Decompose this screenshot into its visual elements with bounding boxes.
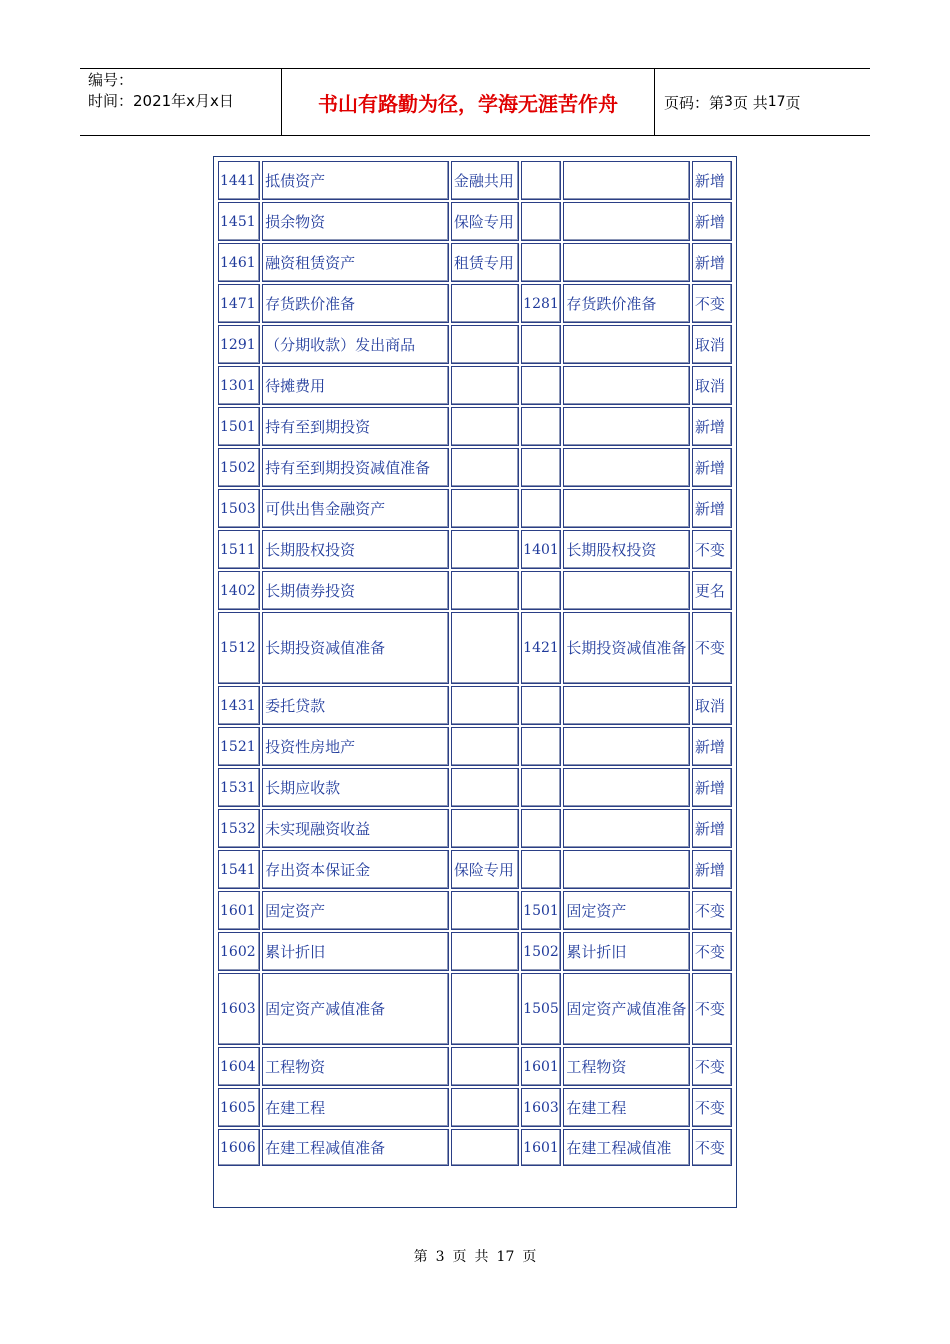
table-row	[218, 284, 732, 323]
account-name-cell: 固定资产	[262, 891, 449, 930]
page-info-suffix: 页	[785, 93, 801, 112]
account-scope-cell	[451, 489, 519, 528]
account-code-cell: 1461	[218, 243, 260, 282]
change-status-cell: 不变	[692, 530, 732, 569]
account-name-cell: 融资租赁资产	[262, 243, 449, 282]
account-scope-cell	[451, 1047, 519, 1086]
table-row	[218, 448, 732, 487]
header-motto: 书山有路勤为径，学海无涯苦作舟	[318, 91, 618, 116]
change-status-cell: 不变	[692, 612, 732, 684]
old-account-code-cell: 1601	[521, 1047, 561, 1086]
account-name-cell: 委托贷款	[262, 686, 449, 725]
page-footer	[0, 1246, 950, 1266]
account-name-cell: 长期债券投资	[262, 571, 449, 610]
change-status-cell: 新增	[692, 161, 732, 200]
account-scope-cell	[451, 612, 519, 684]
old-account-name-cell: 在建工程减值准	[563, 1129, 690, 1166]
account-scope-cell	[451, 1088, 519, 1127]
old-account-name-cell: 固定资产减值准备	[563, 973, 690, 1045]
old-account-code-cell	[521, 571, 561, 610]
table-row	[218, 161, 732, 200]
account-name-cell: 存出资本保证金	[262, 850, 449, 889]
change-status-cell: 取消	[692, 686, 732, 725]
old-account-code-cell	[521, 850, 561, 889]
account-code-cell: 1601	[218, 891, 260, 930]
change-status-cell: 新增	[692, 202, 732, 241]
account-scope-cell	[451, 530, 519, 569]
change-status-cell: 新增	[692, 448, 732, 487]
footer-mid1: 页	[452, 1249, 467, 1265]
account-name-cell: 可供出售金融资产	[262, 489, 449, 528]
account-name-cell: 工程物资	[262, 1047, 449, 1086]
doc-time-label: 时间：2021年x月x日	[88, 92, 234, 110]
change-status-cell: 不变	[692, 284, 732, 323]
account-name-cell: 损余物资	[262, 202, 449, 241]
page-info-current: 3	[724, 94, 733, 110]
change-status-cell: 新增	[692, 727, 732, 766]
table-row	[218, 973, 732, 1045]
doc-number-label: 编号：	[88, 71, 134, 89]
change-status-cell: 不变	[692, 973, 732, 1045]
old-account-code-cell: 1501	[521, 891, 561, 930]
account-name-cell: 抵债资产	[262, 161, 449, 200]
old-account-name-cell	[563, 366, 690, 405]
account-name-cell: 投资性房地产	[262, 727, 449, 766]
account-scope-cell: 保险专用	[451, 202, 519, 241]
account-scope-cell	[451, 366, 519, 405]
old-account-name-cell	[563, 243, 690, 282]
account-table-body	[218, 161, 732, 1166]
old-account-name-cell: 固定资产	[563, 891, 690, 930]
account-code-cell: 1402	[218, 571, 260, 610]
footer-total: 17	[496, 1249, 515, 1265]
account-scope-cell	[451, 448, 519, 487]
old-account-code-cell	[521, 243, 561, 282]
old-account-code-cell	[521, 727, 561, 766]
old-account-code-cell: 1281	[521, 284, 561, 323]
account-code-cell: 1503	[218, 489, 260, 528]
footer-suffix: 页	[522, 1249, 537, 1265]
header-divider-right	[654, 68, 655, 136]
account-scope-cell	[451, 727, 519, 766]
change-status-cell: 不变	[692, 1129, 732, 1166]
change-status-cell: 新增	[692, 850, 732, 889]
old-account-name-cell: 工程物资	[563, 1047, 690, 1086]
footer-mid2: 共	[474, 1249, 489, 1265]
old-account-name-cell: 长期股权投资	[563, 530, 690, 569]
old-account-name-cell	[563, 325, 690, 364]
account-code-cell: 1604	[218, 1047, 260, 1086]
account-scope-cell	[451, 407, 519, 446]
table-row	[218, 530, 732, 569]
old-account-code-cell: 1421	[521, 612, 561, 684]
old-account-code-cell: 1502	[521, 932, 561, 971]
page-info-total: 17	[767, 94, 786, 110]
account-scope-cell: 保险专用	[451, 850, 519, 889]
account-code-cell: 1301	[218, 366, 260, 405]
table-row	[218, 850, 732, 889]
table-row	[218, 612, 732, 684]
table-row	[218, 891, 732, 930]
account-scope-cell: 租赁专用	[451, 243, 519, 282]
table-row	[218, 1088, 732, 1127]
account-scope-cell	[451, 325, 519, 364]
change-status-cell: 新增	[692, 768, 732, 807]
old-account-code-cell	[521, 768, 561, 807]
old-account-name-cell	[563, 727, 690, 766]
change-status-cell: 取消	[692, 325, 732, 364]
account-name-cell: 固定资产减值准备	[262, 973, 449, 1045]
old-account-name-cell	[563, 489, 690, 528]
table-row	[218, 686, 732, 725]
change-status-cell: 不变	[692, 891, 732, 930]
account-name-cell: 未实现融资收益	[262, 809, 449, 848]
change-status-cell: 不变	[692, 932, 732, 971]
old-account-name-cell	[563, 850, 690, 889]
account-code-cell: 1291	[218, 325, 260, 364]
account-scope-cell	[451, 571, 519, 610]
account-table	[216, 159, 734, 1168]
account-code-cell: 1451	[218, 202, 260, 241]
account-code-cell: 1471	[218, 284, 260, 323]
table-row	[218, 202, 732, 241]
account-scope-cell: 金融共用	[451, 161, 519, 200]
account-code-cell: 1431	[218, 686, 260, 725]
account-scope-cell	[451, 891, 519, 930]
account-scope-cell	[451, 932, 519, 971]
account-scope-cell	[451, 284, 519, 323]
account-code-cell: 1441	[218, 161, 260, 200]
table-row	[218, 809, 732, 848]
old-account-code-cell	[521, 161, 561, 200]
old-account-name-cell	[563, 571, 690, 610]
table-row	[218, 243, 732, 282]
account-name-cell: 存货跌价准备	[262, 284, 449, 323]
account-code-cell: 1531	[218, 768, 260, 807]
old-account-name-cell	[563, 686, 690, 725]
table-row	[218, 571, 732, 610]
account-name-cell: 持有至到期投资减值准备	[262, 448, 449, 487]
account-name-cell: （分期收款）发出商品	[262, 325, 449, 364]
header-meta	[88, 70, 234, 112]
old-account-name-cell: 在建工程	[563, 1088, 690, 1127]
change-status-cell: 不变	[692, 1088, 732, 1127]
page-info-mid: 页 共	[732, 93, 768, 112]
old-account-code-cell	[521, 407, 561, 446]
old-account-name-cell	[563, 448, 690, 487]
old-account-name-cell: 累计折旧	[563, 932, 690, 971]
change-status-cell: 新增	[692, 243, 732, 282]
old-account-code-cell	[521, 809, 561, 848]
table-row	[218, 325, 732, 364]
account-code-cell: 1512	[218, 612, 260, 684]
old-account-code-cell	[521, 325, 561, 364]
change-status-cell: 取消	[692, 366, 732, 405]
old-account-code-cell	[521, 686, 561, 725]
footer-current: 3	[435, 1249, 445, 1265]
change-status-cell: 更名	[692, 571, 732, 610]
old-account-code-cell: 1601	[521, 1129, 561, 1166]
old-account-name-cell	[563, 407, 690, 446]
change-status-cell: 新增	[692, 489, 732, 528]
old-account-code-cell	[521, 448, 561, 487]
table-row	[218, 1047, 732, 1086]
account-code-cell: 1532	[218, 809, 260, 848]
old-account-name-cell	[563, 202, 690, 241]
old-account-code-cell	[521, 489, 561, 528]
page-info-prefix: 页码：第	[664, 93, 725, 112]
change-status-cell: 新增	[692, 407, 732, 446]
account-code-cell: 1511	[218, 530, 260, 569]
account-name-cell: 长期应收款	[262, 768, 449, 807]
change-status-cell: 新增	[692, 809, 732, 848]
account-name-cell: 在建工程	[262, 1088, 449, 1127]
account-name-cell: 长期股权投资	[262, 530, 449, 569]
old-account-code-cell	[521, 366, 561, 405]
account-scope-cell	[451, 768, 519, 807]
old-account-name-cell	[563, 809, 690, 848]
old-account-name-cell: 存货跌价准备	[563, 284, 690, 323]
account-scope-cell	[451, 686, 519, 725]
old-account-name-cell: 长期投资减值准备	[563, 612, 690, 684]
table-row	[218, 407, 732, 446]
account-name-cell: 在建工程减值准备	[262, 1129, 449, 1166]
old-account-name-cell	[563, 768, 690, 807]
change-status-cell: 不变	[692, 1047, 732, 1086]
account-code-cell: 1602	[218, 932, 260, 971]
account-scope-cell	[451, 973, 519, 1045]
account-name-cell: 长期投资减值准备	[262, 612, 449, 684]
table-row	[218, 366, 732, 405]
account-table-frame	[213, 156, 737, 1208]
table-row	[218, 489, 732, 528]
account-code-cell: 1605	[218, 1088, 260, 1127]
account-code-cell: 1606	[218, 1129, 260, 1166]
old-account-code-cell	[521, 202, 561, 241]
old-account-code-cell: 1603	[521, 1088, 561, 1127]
account-code-cell: 1502	[218, 448, 260, 487]
account-name-cell: 持有至到期投资	[262, 407, 449, 446]
account-code-cell: 1541	[218, 850, 260, 889]
account-name-cell: 累计折旧	[262, 932, 449, 971]
table-row	[218, 1129, 732, 1166]
header-page-info	[664, 68, 801, 136]
table-row	[218, 768, 732, 807]
old-account-code-cell: 1401	[521, 530, 561, 569]
account-name-cell: 待摊费用	[262, 366, 449, 405]
account-scope-cell	[451, 809, 519, 848]
footer-prefix: 第	[413, 1249, 428, 1265]
table-row	[218, 727, 732, 766]
account-scope-cell	[451, 1129, 519, 1166]
account-code-cell: 1521	[218, 727, 260, 766]
old-account-name-cell	[563, 161, 690, 200]
account-code-cell: 1501	[218, 407, 260, 446]
table-row	[218, 932, 732, 971]
account-code-cell: 1603	[218, 973, 260, 1045]
old-account-code-cell: 1505	[521, 973, 561, 1045]
